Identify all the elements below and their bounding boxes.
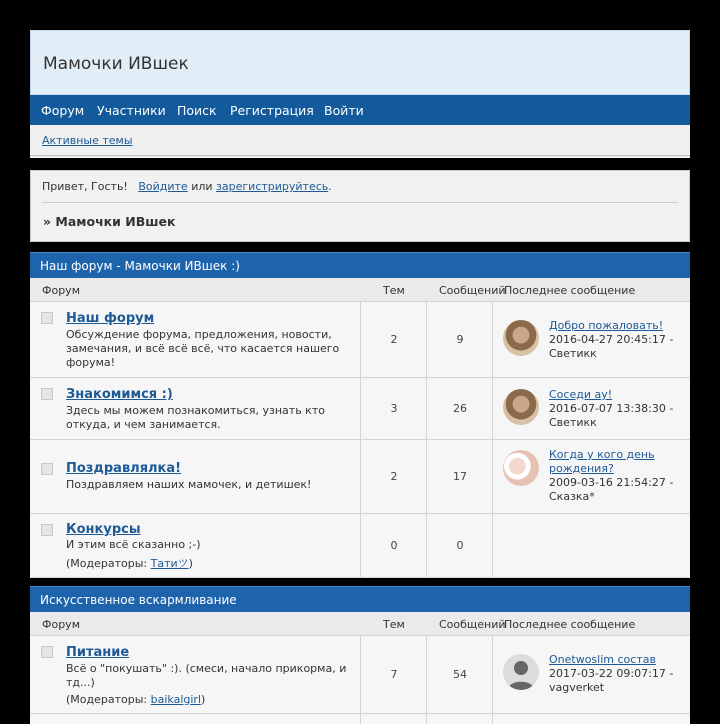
posts-count: 26 (453, 401, 467, 415)
nav-search[interactable]: Поиск (177, 103, 217, 118)
forum-desc: Поздравляем наших мамочек, и детишек! (66, 478, 312, 491)
forum-name[interactable]: Знакомимся :) (66, 387, 173, 402)
last-post-link[interactable]: Когда у кого день рождения? (549, 448, 655, 475)
category-block (30, 252, 690, 578)
last-post-info (549, 319, 689, 361)
col-posts: Сообщений (439, 618, 506, 631)
forum-row (30, 636, 690, 714)
topics-count: 0 (390, 538, 398, 552)
posts-cell (426, 302, 493, 377)
last-post-cell (492, 302, 691, 377)
last-post-link[interactable]: Соседи ау! (549, 388, 613, 401)
sub-nav (30, 125, 690, 156)
greeting-text: Привет, Гость! (42, 180, 128, 193)
welcome-box (30, 170, 690, 242)
forum-row-partial (30, 714, 690, 724)
greeting-line (42, 180, 332, 193)
posts-cell (426, 440, 493, 513)
site-header (30, 30, 690, 158)
moderator-link[interactable]: Татиツ (150, 557, 189, 570)
col-last: Последнее сообщение (504, 284, 636, 297)
forum-row (30, 302, 690, 378)
avatar[interactable] (503, 389, 539, 425)
topics-count: 3 (390, 401, 398, 415)
category-header (30, 252, 690, 278)
breadcrumb: » Мамочки ИВшек (43, 214, 176, 229)
register-link[interactable]: зарегистрируйтесь (216, 180, 329, 193)
main-nav (30, 95, 690, 125)
forum-name[interactable]: Питание (66, 645, 130, 660)
forum-desc: Всё о "покушать" :). (смеси, начало прикорма, и тд...) (66, 662, 347, 689)
moderators (66, 693, 205, 706)
forum-desc: Обсуждение форума, предложения, новости, замечания, и всё всё всё, что касается нашего форума! (66, 328, 340, 369)
col-last: Последнее сообщение (504, 618, 636, 631)
moderator-link[interactable]: baikalgirl (150, 693, 201, 706)
or-text: или (191, 180, 213, 193)
forum-name[interactable]: Поздравлялка! (66, 461, 182, 476)
moderators-label: (Модераторы: (66, 693, 148, 706)
active-topics-link[interactable]: Активные темы (42, 134, 133, 147)
posts-cell (426, 514, 493, 577)
col-forum: Форум (42, 618, 80, 631)
moderators-close: ) (201, 693, 206, 706)
category-title[interactable]: Наш форум - Мамочки ИВшек :) (40, 259, 240, 273)
posts-count: 17 (453, 469, 467, 483)
nav-login[interactable]: Войти (324, 103, 364, 118)
last-post-link[interactable]: Onetwoslim состав (549, 653, 656, 666)
topics-cell (360, 714, 427, 724)
category-block (30, 586, 690, 720)
forum-status-icon (41, 524, 53, 536)
forum-row (30, 440, 690, 514)
topics-cell (360, 440, 427, 513)
divider (42, 202, 678, 203)
category-header (30, 586, 690, 612)
nav-register[interactable]: Регистрация (230, 103, 314, 118)
forum-cell (30, 514, 360, 577)
moderators (66, 555, 193, 571)
topics-count: 7 (390, 667, 398, 681)
posts-cell (426, 636, 493, 713)
forum-status-icon (41, 463, 53, 475)
default-user-icon (503, 654, 539, 690)
posts-count: 9 (456, 332, 464, 346)
last-post-link[interactable]: Добро пожаловать! (549, 319, 664, 332)
moderators-label: (Модераторы: (66, 557, 148, 570)
forum-desc: Здесь мы можем познакомиться, узнать кто откуда, и чем занимается. (66, 404, 325, 431)
forum-status-icon (41, 312, 53, 324)
last-post-user: Сказка* (549, 490, 595, 503)
last-post-cell (492, 514, 691, 577)
brand-bar (30, 30, 690, 95)
last-post-info (549, 388, 689, 430)
topics-cell (360, 636, 427, 713)
column-header (30, 278, 690, 302)
col-topics: Тем (383, 284, 405, 297)
col-topics: Тем (383, 618, 405, 631)
column-header (30, 612, 690, 636)
nav-members[interactable]: Участники (97, 103, 166, 118)
forum-status-icon (41, 388, 53, 400)
posts-count: 0 (456, 538, 464, 552)
topics-cell (360, 378, 427, 439)
nav-forum[interactable]: Форум (41, 103, 85, 118)
forum-cell (30, 302, 360, 377)
forum-cell (30, 636, 360, 713)
last-post-cell (492, 440, 691, 513)
posts-cell (426, 378, 493, 439)
last-post-date: 2016-04-27 20:45:17 - (549, 333, 674, 346)
last-post-info (549, 448, 689, 504)
moderators-close: ) (188, 557, 193, 570)
topics-count: 2 (390, 332, 398, 346)
forum-row (30, 378, 690, 440)
forum-name[interactable]: Наш форум (66, 311, 155, 326)
last-post-info (549, 653, 689, 695)
last-post-cell (492, 636, 691, 713)
forum-name[interactable]: Конкурсы (66, 522, 141, 537)
topics-cell (360, 514, 427, 577)
topics-count: 2 (390, 469, 398, 483)
forum-desc: И этим всё сказанно ;-) (66, 538, 201, 551)
forum-status-icon (41, 646, 53, 658)
posts-cell (426, 714, 493, 724)
last-post-date: 2016-07-07 13:38:30 - (549, 402, 674, 415)
last-post-user: Светикк (549, 416, 597, 429)
col-forum: Форум (42, 284, 80, 297)
last-post-cell (492, 378, 691, 439)
period-text: . (328, 180, 332, 193)
avatar[interactable] (503, 654, 539, 690)
last-post-user: vagverket (549, 681, 605, 694)
last-post-user: Светикк (549, 347, 597, 360)
avatar[interactable] (503, 450, 539, 486)
forum-cell (30, 378, 360, 439)
category-title[interactable]: Искусственное вскармливание (40, 593, 237, 607)
last-post-date: 2017-03-22 09:07:17 - (549, 667, 674, 680)
login-link[interactable]: Войдите (138, 180, 188, 193)
last-post-cell (492, 714, 691, 724)
forum-cell (30, 440, 360, 513)
topics-cell (360, 302, 427, 377)
col-posts: Сообщений (439, 284, 506, 297)
avatar[interactable] (503, 320, 539, 356)
site-title[interactable]: Мамочки ИВшек (43, 54, 189, 74)
last-post-date: 2009-03-16 21:54:27 - (549, 476, 674, 489)
posts-count: 54 (453, 667, 467, 681)
forum-row (30, 514, 690, 578)
